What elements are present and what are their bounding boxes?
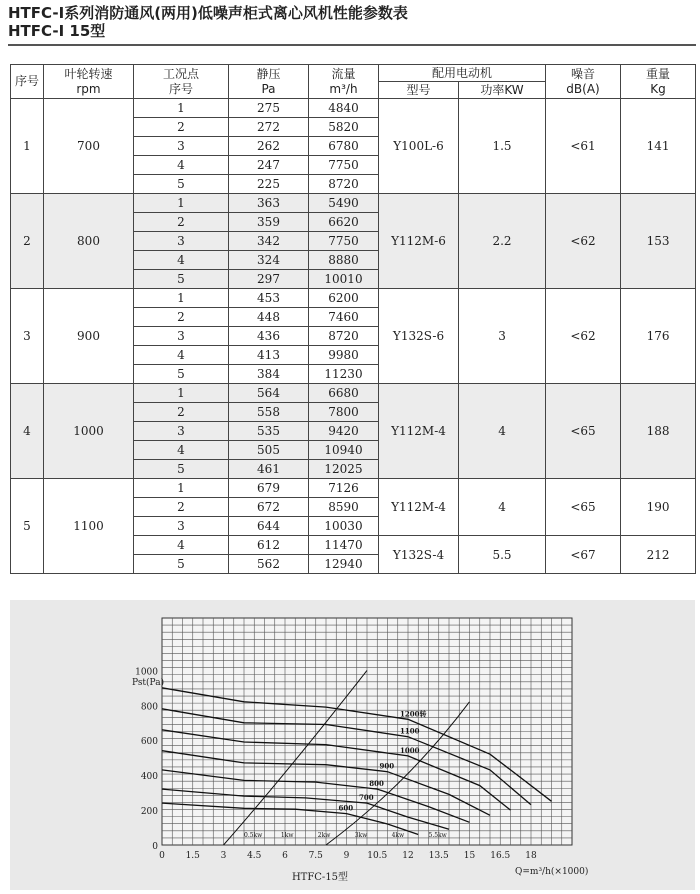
cell-flow: 5820 <box>309 118 379 137</box>
cell-pressure: 275 <box>229 99 309 118</box>
page-subtitle: HTFC-Ⅰ 15型 <box>8 22 106 40</box>
cell-point: 2 <box>134 118 229 137</box>
table-row <box>11 99 696 118</box>
cell-seq: 5 <box>11 479 44 574</box>
x-tick-label: 13.5 <box>428 851 449 861</box>
performance-chart <box>10 600 695 890</box>
series-label: 900 <box>379 761 395 771</box>
cell-point: 4 <box>134 441 229 460</box>
cell-point: 5 <box>134 460 229 479</box>
cell-flow: 6200 <box>309 289 379 308</box>
cell-point: 5 <box>134 175 229 194</box>
y-tick-label: 0 <box>152 842 158 852</box>
cell-pressure: 461 <box>229 460 309 479</box>
cell-flow: 9420 <box>309 422 379 441</box>
x-tick-label: 15 <box>463 851 476 861</box>
cell-point: 1 <box>134 384 229 403</box>
cell-flow: 11230 <box>309 365 379 384</box>
x-tick-label: 18 <box>525 851 537 861</box>
cell-motor-model: Y112M-4 <box>379 384 459 479</box>
x-tick-label: 7.5 <box>308 851 323 861</box>
y-axis-label: Pst(Pa) <box>132 678 165 688</box>
cell-motor-power: 1.5 <box>459 99 546 194</box>
cell-flow: 4840 <box>309 99 379 118</box>
header-pressure: 静压 Pa <box>229 65 309 99</box>
cell-pressure: 679 <box>229 479 309 498</box>
table-row <box>11 479 696 498</box>
cell-pressure: 384 <box>229 365 309 384</box>
header-speed: 叶轮转速 rpm <box>44 65 134 99</box>
cell-point: 5 <box>134 270 229 289</box>
header-motor-model: 型号 <box>379 82 459 99</box>
power-label: 3kw <box>354 832 368 839</box>
cell-pressure: 272 <box>229 118 309 137</box>
cell-motor-noise: <65 <box>546 384 621 479</box>
cell-motor-noise: <61 <box>546 99 621 194</box>
series-label: 700 <box>359 793 374 803</box>
cell-flow: 12940 <box>309 555 379 574</box>
cell-pressure: 413 <box>229 346 309 365</box>
cell-pressure: 562 <box>229 555 309 574</box>
chart-caption: HTFC-15型 <box>291 872 349 883</box>
y-tick-label: 1000 <box>135 667 158 678</box>
cell-point: 3 <box>134 327 229 346</box>
cell-flow: 5490 <box>309 194 379 213</box>
cell-flow: 6780 <box>309 137 379 156</box>
cell-flow: 7750 <box>309 156 379 175</box>
cell-flow: 10940 <box>309 441 379 460</box>
cell-point: 4 <box>134 251 229 270</box>
cell-point: 4 <box>134 156 229 175</box>
cell-rpm: 900 <box>44 289 134 384</box>
cell-motor-weight: 176 <box>621 289 696 384</box>
cell-motor-power: 5.5 <box>459 536 546 574</box>
cell-pressure: 324 <box>229 251 309 270</box>
cell-point: 3 <box>134 517 229 536</box>
series-label: 1000 <box>400 745 420 755</box>
y-tick-label: 400 <box>140 772 158 783</box>
cell-motor-power: 2.2 <box>459 194 546 289</box>
cell-point: 3 <box>134 232 229 251</box>
cell-pressure: 505 <box>229 441 309 460</box>
x-tick-label: 3 <box>220 851 227 861</box>
cell-point: 5 <box>134 365 229 384</box>
cell-seq: 2 <box>11 194 44 289</box>
cell-pressure: 225 <box>229 175 309 194</box>
table-row <box>11 289 696 308</box>
series-label: 1100 <box>400 726 420 736</box>
x-tick-label: 16.5 <box>490 851 511 861</box>
cell-motor-noise: <62 <box>546 194 621 289</box>
cell-point: 2 <box>134 498 229 517</box>
series-label: 600 <box>338 803 354 813</box>
x-tick-label: 10.5 <box>367 851 388 861</box>
cell-pressure: 436 <box>229 327 309 346</box>
header-weight: 重量 Kg <box>621 65 696 99</box>
title-divider <box>8 44 696 46</box>
power-label: 2kw <box>317 832 331 839</box>
header-point: 工况点 序号 <box>134 65 229 99</box>
cell-motor-model: Y132S-4 <box>379 536 459 574</box>
cell-flow: 10010 <box>309 270 379 289</box>
x-tick-label: 0 <box>159 851 165 861</box>
cell-point: 2 <box>134 308 229 327</box>
cell-flow: 7750 <box>309 232 379 251</box>
header-noise: 噪音 dB(A) <box>546 65 621 99</box>
cell-flow: 7800 <box>309 403 379 422</box>
cell-flow: 9980 <box>309 346 379 365</box>
cell-flow: 8720 <box>309 327 379 346</box>
cell-point: 5 <box>134 555 229 574</box>
cell-seq: 1 <box>11 99 44 194</box>
cell-seq: 3 <box>11 289 44 384</box>
cell-motor-model: Y112M-6 <box>379 194 459 289</box>
cell-rpm: 1000 <box>44 384 134 479</box>
cell-pressure: 262 <box>229 137 309 156</box>
cell-pressure: 448 <box>229 308 309 327</box>
page-title: HTFC-Ⅰ系列消防通风(两用)低噪声柜式离心风机性能参数表 <box>8 4 408 22</box>
cell-point: 3 <box>134 137 229 156</box>
cell-seq: 4 <box>11 384 44 479</box>
cell-pressure: 644 <box>229 517 309 536</box>
cell-motor-weight: 212 <box>621 536 696 574</box>
table-row <box>11 384 696 403</box>
cell-pressure: 453 <box>229 289 309 308</box>
x-tick-label: 1.5 <box>185 851 200 861</box>
cell-rpm: 700 <box>44 99 134 194</box>
header-flow: 流量 m³/h <box>309 65 379 99</box>
cell-point: 1 <box>134 194 229 213</box>
x-tick-label: 4.5 <box>247 851 262 861</box>
table-row <box>11 194 696 213</box>
x-tick-label: 12 <box>402 851 414 861</box>
cell-rpm: 1100 <box>44 479 134 574</box>
cell-pressure: 612 <box>229 536 309 555</box>
cell-point: 1 <box>134 99 229 118</box>
cell-point: 3 <box>134 422 229 441</box>
cell-motor-power: 4 <box>459 479 546 536</box>
cell-rpm: 800 <box>44 194 134 289</box>
series-label: 1200转 <box>400 709 427 719</box>
cell-flow: 11470 <box>309 536 379 555</box>
cell-flow: 8720 <box>309 175 379 194</box>
cell-motor-power: 4 <box>459 384 546 479</box>
cell-motor-noise: <62 <box>546 289 621 384</box>
cell-motor-model: Y100L-6 <box>379 99 459 194</box>
cell-pressure: 359 <box>229 213 309 232</box>
header-seq: 序号 <box>11 65 44 99</box>
power-label: 0.5kw <box>244 832 263 839</box>
cell-motor-weight: 190 <box>621 479 696 536</box>
power-label: 4kw <box>391 832 405 839</box>
cell-flow: 12025 <box>309 460 379 479</box>
y-tick-label: 600 <box>140 737 158 748</box>
cell-motor-noise: <65 <box>546 479 621 536</box>
cell-motor-model: Y112M-4 <box>379 479 459 536</box>
cell-flow: 7460 <box>309 308 379 327</box>
x-axis-label: Q=m³/h(×1000) <box>515 867 589 877</box>
cell-pressure: 342 <box>229 232 309 251</box>
header-motor: 配用电动机 <box>379 65 546 82</box>
cell-point: 2 <box>134 213 229 232</box>
cell-flow: 8880 <box>309 251 379 270</box>
cell-flow: 7126 <box>309 479 379 498</box>
cell-pressure: 558 <box>229 403 309 422</box>
y-tick-label: 800 <box>140 702 158 713</box>
cell-point: 4 <box>134 346 229 365</box>
cell-motor-weight: 141 <box>621 99 696 194</box>
cell-flow: 10030 <box>309 517 379 536</box>
header-motor-power: 功率KW <box>459 82 546 99</box>
cell-pressure: 297 <box>229 270 309 289</box>
cell-pressure: 535 <box>229 422 309 441</box>
power-label: 5.5kw <box>428 832 447 839</box>
x-tick-label: 6 <box>282 851 288 861</box>
cell-flow: 6620 <box>309 213 379 232</box>
cell-point: 4 <box>134 536 229 555</box>
cell-motor-noise: <67 <box>546 536 621 574</box>
y-tick-label: 200 <box>140 807 158 818</box>
cell-flow: 6680 <box>309 384 379 403</box>
cell-motor-power: 3 <box>459 289 546 384</box>
cell-motor-weight: 188 <box>621 384 696 479</box>
cell-flow: 8590 <box>309 498 379 517</box>
cell-pressure: 363 <box>229 194 309 213</box>
cell-point: 1 <box>134 479 229 498</box>
cell-point: 2 <box>134 403 229 422</box>
cell-pressure: 672 <box>229 498 309 517</box>
cell-motor-weight: 153 <box>621 194 696 289</box>
cell-motor-model: Y132S-6 <box>379 289 459 384</box>
power-label: 1kw <box>280 832 294 839</box>
cell-pressure: 247 <box>229 156 309 175</box>
cell-pressure: 564 <box>229 384 309 403</box>
performance-table <box>10 64 696 574</box>
series-label: 800 <box>369 779 384 789</box>
cell-point: 1 <box>134 289 229 308</box>
x-tick-label: 9 <box>343 851 350 861</box>
performance-chart-panel <box>10 600 695 890</box>
